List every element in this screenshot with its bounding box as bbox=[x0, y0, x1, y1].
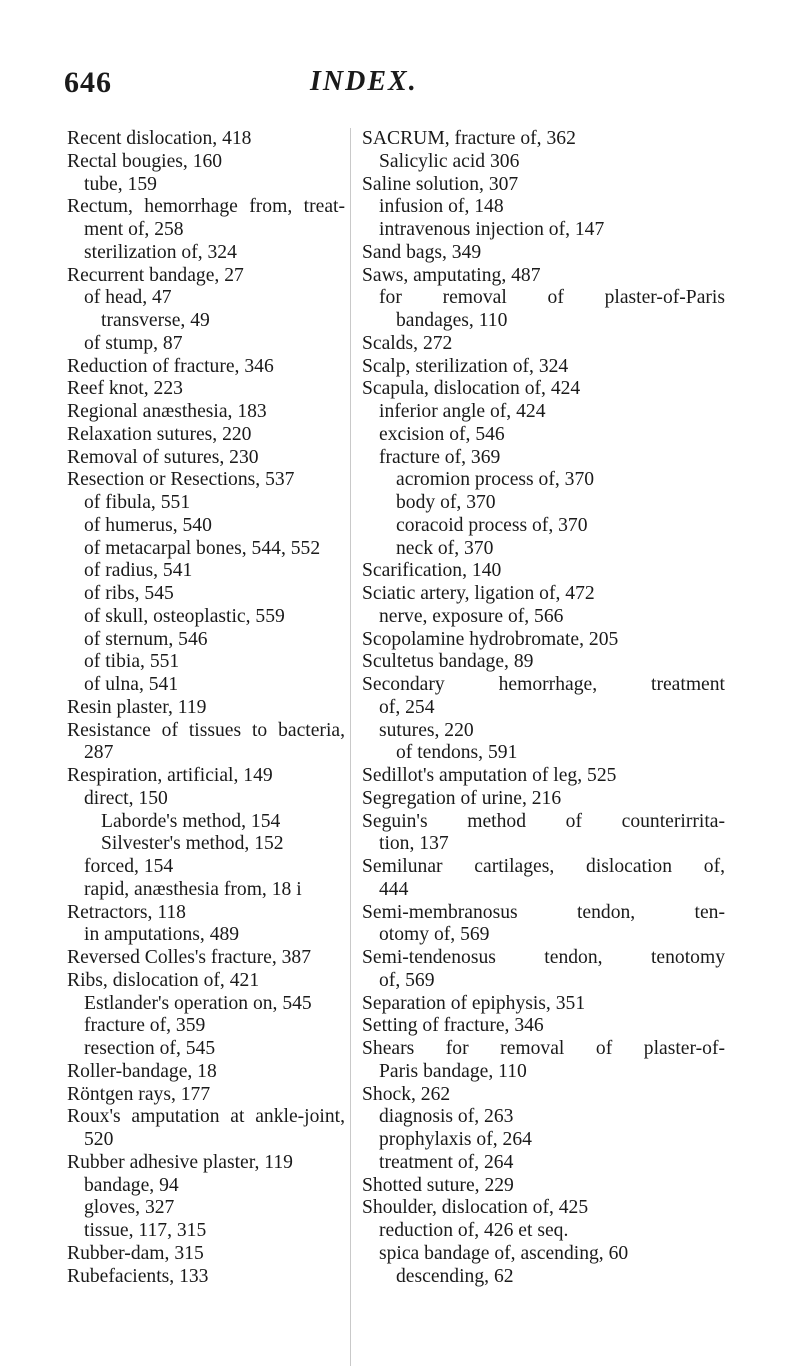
index-entry: Röntgen rays, 177 bbox=[67, 1083, 211, 1105]
index-entry: acromion process of, 370 bbox=[396, 469, 595, 491]
index-column-right bbox=[362, 128, 725, 1288]
index-entry: Respiration, artificial, 149 bbox=[67, 765, 273, 786]
index-entry: of stump, 87 bbox=[84, 332, 183, 354]
index-entry: Recurrent bandage, 27 bbox=[67, 264, 244, 286]
index-entry: Shotted suture, 229 bbox=[362, 1174, 514, 1196]
index-entry: gloves, 327 bbox=[84, 1197, 175, 1219]
index-entry: Roux's amputation at ankle-joint, bbox=[67, 1106, 345, 1128]
index-entry: Scopolamine hydrobromate, 205 bbox=[362, 628, 619, 650]
index-entry: Paris bandage, 110 bbox=[379, 1060, 527, 1082]
index-entry: Ribs, dislocation of, 421 bbox=[67, 969, 260, 991]
index-entry: Saws, amputating, 487 bbox=[362, 264, 541, 286]
page-number: 646 bbox=[64, 66, 112, 99]
index-entry: Recent dislocation, 418 bbox=[67, 128, 252, 149]
column-divider bbox=[350, 128, 351, 1366]
index-entry: Saline solution, 307 bbox=[362, 173, 519, 195]
index-entry: Scultetus bandage, 89 bbox=[362, 651, 534, 673]
index-entry: Shoulder, dislocation of, 425 bbox=[362, 1197, 589, 1219]
index-entry: of tibia, 551 bbox=[84, 651, 180, 673]
index-entry: Relaxation sutures, 220 bbox=[67, 423, 252, 445]
index-entry: of humerus, 540 bbox=[84, 514, 212, 536]
index-entry: of head, 47 bbox=[84, 287, 172, 309]
index-entry: Removal of sutures, 230 bbox=[67, 446, 259, 468]
index-entry: Rubefacients, 133 bbox=[67, 1265, 209, 1287]
index-entry: tube, 159 bbox=[84, 173, 157, 195]
index-entry: Estlander's operation on, 545 bbox=[84, 992, 312, 1014]
index-entry: Reduction of fracture, 346 bbox=[67, 355, 274, 377]
index-entry: Segregation of urine, 216 bbox=[362, 787, 562, 809]
index-entry: Roller-bandage, 18 bbox=[67, 1060, 217, 1082]
index-entry: diagnosis of, 263 bbox=[379, 1106, 514, 1128]
index-entry: of sternum, 546 bbox=[84, 628, 208, 650]
index-entry: treatment of, 264 bbox=[379, 1151, 514, 1173]
index-entry: otomy of, 569 bbox=[379, 924, 490, 946]
index-entry: of, 569 bbox=[379, 969, 435, 991]
index-entry: in amputations, 489 bbox=[84, 924, 240, 946]
index-entry: ment of, 258 bbox=[84, 219, 184, 240]
index-entry: transverse, 49 bbox=[101, 310, 210, 331]
index-entry: resection of, 545 bbox=[84, 1038, 216, 1059]
index-entry: Sedillot's amputation of leg, 525 bbox=[362, 765, 617, 786]
index-entry: of tendons, 591 bbox=[396, 742, 518, 764]
page-header bbox=[0, 66, 800, 106]
index-entry: of fibula, 551 bbox=[84, 492, 191, 513]
index-entry: of ulna, 541 bbox=[84, 674, 179, 695]
index-entry: of, 254 bbox=[379, 696, 435, 718]
index-entry: Resin plaster, 119 bbox=[67, 696, 207, 718]
index-entry: Scapula, dislocation of, 424 bbox=[362, 378, 581, 400]
index-entry: sterilization of, 324 bbox=[84, 241, 237, 263]
index-entry: Secondary hemorrhage, treatment bbox=[362, 674, 725, 695]
index-entry: direct, 150 bbox=[84, 787, 168, 809]
index-entry: Seguin's method of counterirrita- bbox=[362, 810, 725, 832]
index-entry: Salicylic acid 306 bbox=[379, 150, 520, 172]
index-entry: spica bandage of, ascending, 60 bbox=[379, 1242, 629, 1264]
index-entry: Setting of fracture, 346 bbox=[362, 1015, 544, 1037]
index-entry: Shock, 262 bbox=[362, 1083, 451, 1105]
index-entry: Sciatic artery, ligation of, 472 bbox=[362, 583, 595, 604]
index-entry: of skull, osteoplastic, 559 bbox=[84, 605, 285, 627]
index-entry: infusion of, 148 bbox=[379, 196, 504, 218]
index-entry: inferior angle of, 424 bbox=[379, 401, 546, 422]
index-entry: Separation of epiphysis, 351 bbox=[362, 992, 586, 1014]
index-entry: SACRUM, fracture of, 362 bbox=[362, 128, 576, 149]
index-entry: tissue, 117, 315 bbox=[84, 1220, 207, 1241]
index-entry: Regional anæsthesia, 183 bbox=[67, 401, 267, 422]
index-entry: Shears for removal of plaster-of- bbox=[362, 1038, 725, 1059]
index-entry: prophylaxis of, 264 bbox=[379, 1129, 532, 1150]
index-entry: Sand bags, 349 bbox=[362, 241, 482, 263]
index-entry: reduction of, 426 et seq. bbox=[379, 1220, 569, 1241]
index-entry: of radius, 541 bbox=[84, 560, 193, 582]
index-entry: for removal of plaster-of-Paris bbox=[379, 287, 725, 309]
index-entry: 444 bbox=[379, 878, 409, 900]
index-entry: fracture of, 359 bbox=[84, 1015, 206, 1037]
running-title: INDEX. bbox=[310, 66, 418, 97]
index-entry: Semi-tendenosus tendon, tenotomy bbox=[362, 947, 725, 968]
index-column-left bbox=[67, 128, 345, 1288]
index-entry: Rubber adhesive plaster, 119 bbox=[67, 1151, 293, 1173]
index-entry: Reversed Colles's fracture, 387 bbox=[67, 947, 312, 968]
index-entry: sutures, 220 bbox=[379, 719, 474, 741]
index-entry: forced, 154 bbox=[84, 856, 174, 877]
index-entry: Scarification, 140 bbox=[362, 560, 502, 582]
index-entry: Rectal bougies, 160 bbox=[67, 150, 223, 172]
index-entry: Rubber-dam, 315 bbox=[67, 1242, 204, 1264]
index-entry: of metacarpal bones, 544, 552 bbox=[84, 537, 321, 559]
index-entry: rapid, anæsthesia from, 18 i bbox=[84, 878, 302, 900]
index-entry: Resistance of tissues to bacteria, bbox=[67, 719, 345, 741]
index-entry: of ribs, 545 bbox=[84, 583, 174, 604]
index-entry: Retractors, 118 bbox=[67, 901, 186, 923]
index-entry: Resection or Resections, 537 bbox=[67, 469, 295, 491]
index-entry: Reef knot, 223 bbox=[67, 378, 183, 400]
index-entry: excision of, 546 bbox=[379, 423, 505, 445]
index-entry: nerve, exposure of, 566 bbox=[379, 605, 564, 627]
index-entry: descending, 62 bbox=[396, 1265, 514, 1287]
index-entry: bandage, 94 bbox=[84, 1174, 179, 1196]
index-entry: 520 bbox=[84, 1129, 114, 1150]
index-entry: Scalds, 272 bbox=[362, 332, 453, 354]
index-entry: tion, 137 bbox=[379, 833, 449, 855]
index-entry: 287 bbox=[84, 742, 114, 764]
index-entry: intravenous injection of, 147 bbox=[379, 219, 605, 240]
index-entry: Rectum, hemorrhage from, treat- bbox=[67, 196, 345, 218]
index-entry: fracture of, 369 bbox=[379, 446, 501, 468]
index-entry: neck of, 370 bbox=[396, 537, 494, 559]
index-entry: Scalp, sterilization of, 324 bbox=[362, 355, 569, 377]
index-entry: body of, 370 bbox=[396, 492, 496, 513]
index-entry: bandages, 110 bbox=[396, 310, 508, 331]
index-entry: Laborde's method, 154 bbox=[101, 810, 281, 832]
index-entry: Semilunar cartilages, dislocation of, bbox=[362, 856, 725, 877]
index-entry: Semi-membranosus tendon, ten- bbox=[362, 901, 725, 923]
index-entry: coracoid process of, 370 bbox=[396, 514, 588, 536]
index-entry: Silvester's method, 152 bbox=[101, 833, 284, 855]
